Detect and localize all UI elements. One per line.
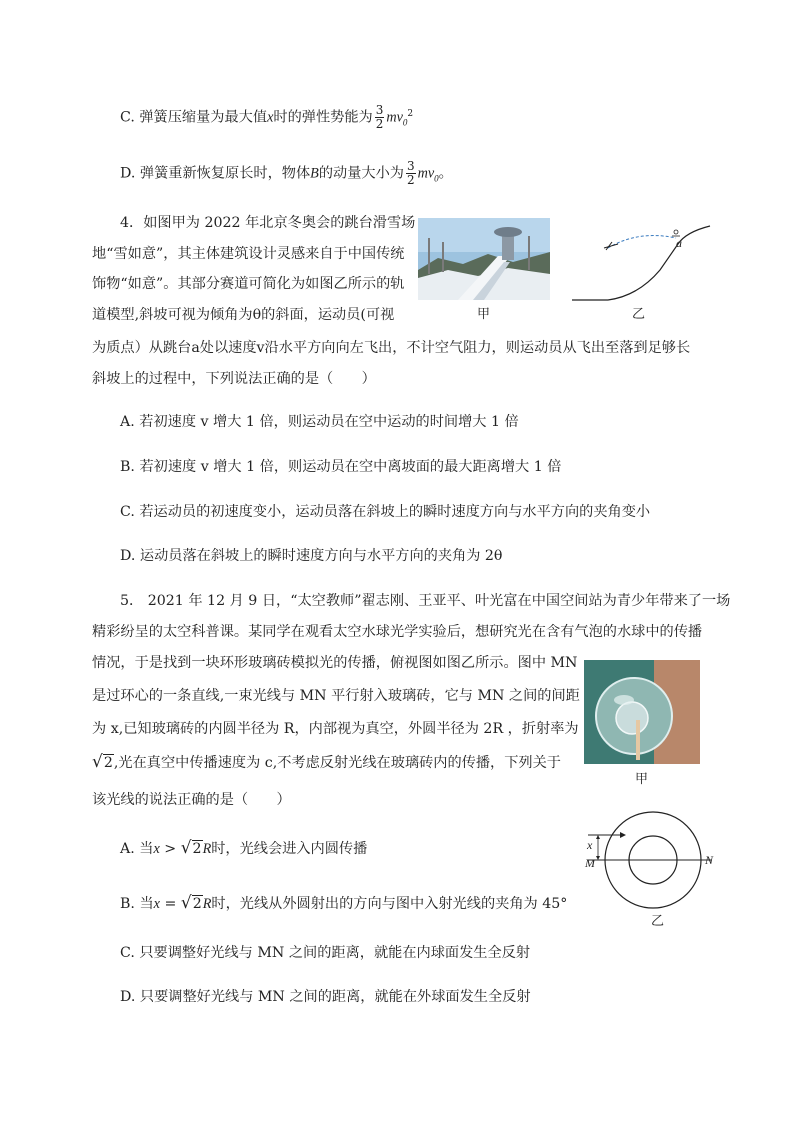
ring-label-x: x <box>587 838 593 852</box>
fraction: $\frac{3}{2}$ <box>375 103 384 132</box>
q5-line-6: √2,光在真空中传播速度为 c,不考虑反射光线在玻璃砖内的传播，下列关于 <box>92 752 561 772</box>
q5-line-7: 该光线的说法正确的是（ ） <box>92 792 291 808</box>
q5-line-2: 精彩纷呈的太空科普课。某同学在观看太空水球光学实验后，想研究光在含有气泡的水球中的传播 <box>92 624 703 640</box>
q4-line-2: 地“雪如意”，其主体建筑设计灵感来自于中国传统 <box>92 246 405 262</box>
q4-fig-b-label-a: a <box>676 236 682 250</box>
q4-fig-a-caption: 甲 <box>477 307 491 322</box>
slope-diagram <box>568 218 718 304</box>
ski-jump-photo <box>418 218 550 300</box>
q3-option-d: D. 弹簧重新恢复原长时，物体B的动量大小为 $\frac{3}{2}$ $mv_0$。 <box>120 159 453 187</box>
q5-line-1: 5． 2021 年 12 月 9 日，“太空教师”翟志刚、王亚平、叶光富在中国空间站为青少年带来了一场 <box>120 593 731 609</box>
q4-fig-b-caption: 乙 <box>632 307 646 322</box>
ring-label-m: M <box>585 856 595 870</box>
sqrt-expression: √2 <box>92 752 113 772</box>
q3-option-c: C. 弹簧压缩量为最大值x时的弹性势能为 $\frac{3}{2}$ $mv_0^2$ <box>120 103 414 132</box>
q5-option-b: B. 当x = √2R时，光线从外圆射出的方向与图中入射光线的夹角为 45° <box>120 893 568 913</box>
sqrt-expression: √2 <box>180 893 202 913</box>
q4-option-d: D. 运动员落在斜坡上的瞬时速度方向与水平方向的夹角为 2θ <box>120 548 503 564</box>
ring-label-n: N <box>705 853 714 867</box>
q4-line-4: 道模型,斜坡可视为倾角为θ的斜面，运动员(可视 <box>92 307 395 323</box>
fraction: $\frac{3}{2}$ <box>406 159 415 187</box>
water-ball-photo <box>584 660 700 764</box>
q4-option-a: A. 若初速度 v 增大 1 倍，则运动员在空中运动的时间增大 1 倍 <box>120 414 519 430</box>
q5-line-3: 情况，于是找到一块环形玻璃砖模拟光的传播，俯视图如图乙所示。图中 MN <box>92 655 578 671</box>
sqrt-expression: √2 <box>180 838 202 858</box>
q5-fig-a-caption: 甲 <box>635 772 649 787</box>
q5-option-d: D. 只要调整好光线与 MN 之间的距离，就能在外球面发生全反射 <box>120 989 531 1005</box>
q5-line-5: 为 x,已知玻璃砖的内圆半径为 R，内部视为真空，外圆半径为 2R ，折射率为 <box>92 721 579 737</box>
q4-line-6: 斜坡上的过程中，下列说法正确的是（ ） <box>92 371 376 387</box>
q4-line-5: 为质点）从跳台a处以速度v沿水平方向向左飞出，不计空气阻力，则运动员从飞出至落到足够长 <box>92 340 691 356</box>
q5-option-a: A. 当x > √2R时，光线会进入内圆传播 <box>120 838 368 858</box>
q4-line-3: 饰物“如意”。其部分赛道可简化为如图乙所示的轨 <box>92 276 405 292</box>
q5-line-4: 是过环心的一条直线,一束光线与 MN 平行射入玻璃砖，它与 MN 之间的间距 <box>92 688 580 704</box>
q4-option-c: C. 若运动员的初速度变小，运动员落在斜坡上的瞬时速度方向与水平方向的夹角变小 <box>120 504 651 520</box>
q4-option-b: B. 若初速度 v 增大 1 倍，则运动员在空中离坡面的最大距离增大 1 倍 <box>120 459 562 475</box>
q5-option-c: C. 只要调整好光线与 MN 之间的距离，就能在内球面发生全反射 <box>120 945 531 961</box>
ring-diagram <box>580 805 720 915</box>
q5-fig-b-caption: 乙 <box>651 914 665 929</box>
q4-line-1: 4．如图甲为 2022 年北京冬奥会的跳台滑雪场 <box>120 215 416 231</box>
